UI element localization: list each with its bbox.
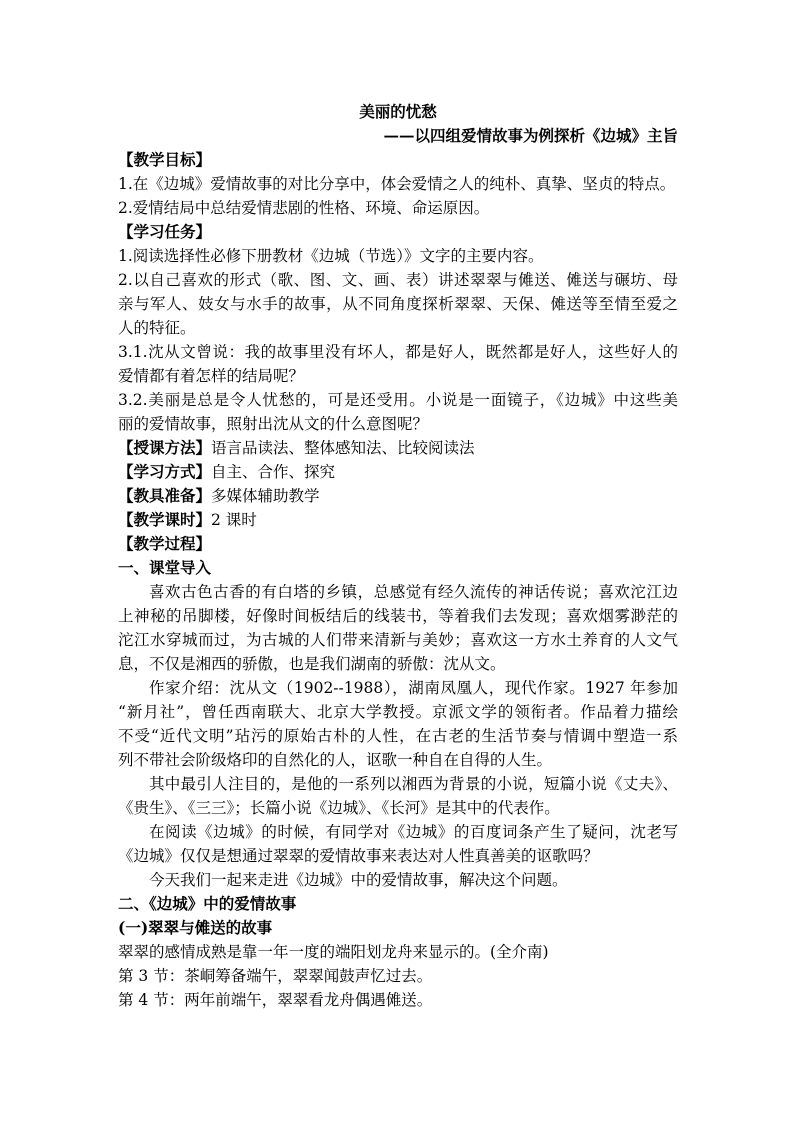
paragraph-line: 列不带社会阶级烙印的自然化的人，讴歌一种自在自得的人生。 — [118, 751, 553, 769]
subsection-heading: (一)翠翠与傩送的故事 — [118, 918, 273, 937]
section-heading: 一、课堂导入 — [118, 558, 212, 577]
paragraph-line: 今天我们一起来走进《边城》中的爱情故事，解决这个问题。 — [149, 871, 568, 889]
info-row-style — [118, 460, 678, 484]
goals-header: 【教学目标】 — [118, 150, 212, 169]
paragraph-line: 作家介绍：沈从文（1902--1988），湖南凤凰人，现代作家。1927 年参加 — [149, 679, 678, 697]
document-page — [118, 100, 678, 1012]
info-row-tools — [118, 484, 678, 508]
process-header: 【教学过程】 — [118, 534, 212, 553]
task-line: 人的特征。 — [118, 319, 196, 337]
task-line: 3.2.美丽是总是令人忧愁的，可是还受用。小说是一面镜子，《边城》中这些美 — [118, 391, 678, 409]
paragraph-line: 在阅读《边城》的时候，有同学对《边城》的百度词条产生了疑问，沈老写 — [149, 823, 678, 841]
task-line: 3.1.沈从文曾说：我的故事里没有坏人，都是好人，既然都是好人，这些好人的 — [118, 343, 678, 361]
paragraph-line: 第 4 节：两年前端午，翠翠看龙舟偶遇傩送。 — [118, 991, 433, 1009]
tasks-header: 【学习任务】 — [118, 222, 212, 241]
page-subtitle: ——以四组爱情故事为例探析《边城》主旨 — [383, 126, 678, 145]
task-line: 2.以自己喜欢的形式（歌、图、文、画、表）讲述翠翠与傩送、傩送与碾坊、母 — [118, 271, 678, 289]
paragraph-line: 《边城》仅仅是想通过翠翠的爱情故事来表达对人性真善美的讴歌吗？ — [118, 847, 599, 865]
paragraph-line: 《贵生》、《三三》；长篇小说《边城》、《长河》是其中的代表作。 — [118, 799, 560, 817]
info-value: 多媒体辅助教学 — [211, 487, 320, 505]
info-value: 自主、合作、探究 — [211, 463, 336, 481]
paragraph-line: 其中最引人注目的，是他的一系列以湘西为背景的小说，短篇小说《丈夫》、 — [149, 775, 678, 793]
section-heading: 二、《边城》中的爱情故事 — [118, 894, 297, 913]
goal-item: 2.爱情结局中总结爱情悲剧的性格、环境、命运原因。 — [118, 199, 490, 217]
task-line: 1.阅读选择性必修下册教材《边城（节选）》文字的主要内容。 — [118, 247, 544, 265]
info-label: 【教学课时】 — [118, 510, 212, 529]
paragraph-line: 喜欢古色古香的有白塔的乡镇，总感觉有经久流传的神话传说；喜欢沱江边 — [149, 583, 678, 601]
info-row-hours — [118, 508, 678, 532]
info-label: 【学习方式】 — [118, 462, 212, 481]
info-value: 2 课时 — [211, 511, 257, 529]
info-label: 【授课方法】 — [118, 438, 212, 457]
paragraph-line: “新月社”，曾任西南联大、北京大学教授。京派文学的领衔者。作品着力描绘 — [118, 703, 678, 721]
paragraph-line: 沱江水穿城而过，为古城的人们带来清新与美妙；喜欢这一方水土养育的人文气 — [118, 631, 678, 649]
info-label: 【教具准备】 — [118, 486, 212, 505]
page-title: 美丽的忧愁 — [359, 102, 437, 121]
task-line: 亲与军人、妓女与水手的故事，从不同角度探析翠翠、天保、傩送等至情至爱之 — [118, 295, 678, 313]
paragraph-line: 翠翠的感情成熟是靠一年一度的端阳划龙舟来显示的。(全介南) — [118, 943, 549, 961]
info-value: 语言品读法、整体感知法、比较阅读法 — [211, 439, 475, 457]
paragraph-line: 上神秘的吊脚楼，好像时间板结后的线装书，等着我们去发现；喜欢烟雾渺茫的 — [118, 607, 678, 625]
task-line: 丽的爱情故事，照射出沈从文的什么意图呢？ — [118, 415, 429, 433]
paragraph-line: 不受“近代文明”玷污的原始古朴的人性，在古老的生活节奏与情调中塑造一系 — [118, 727, 678, 745]
paragraph-line: 息，不仅是湘西的骄傲，也是我们湖南的骄傲：沈从文。 — [118, 655, 506, 673]
goal-item: 1.在《边城》爱情故事的对比分享中，体会爱情之人的纯朴、真挚、坚贞的特点。 — [118, 175, 676, 193]
task-line: 爱情都有着怎样的结局呢？ — [118, 367, 305, 385]
paragraph-line: 第 3 节：茶峒筹备端午，翠翠闻鼓声忆过去。 — [118, 967, 433, 985]
info-row-method — [118, 436, 678, 460]
